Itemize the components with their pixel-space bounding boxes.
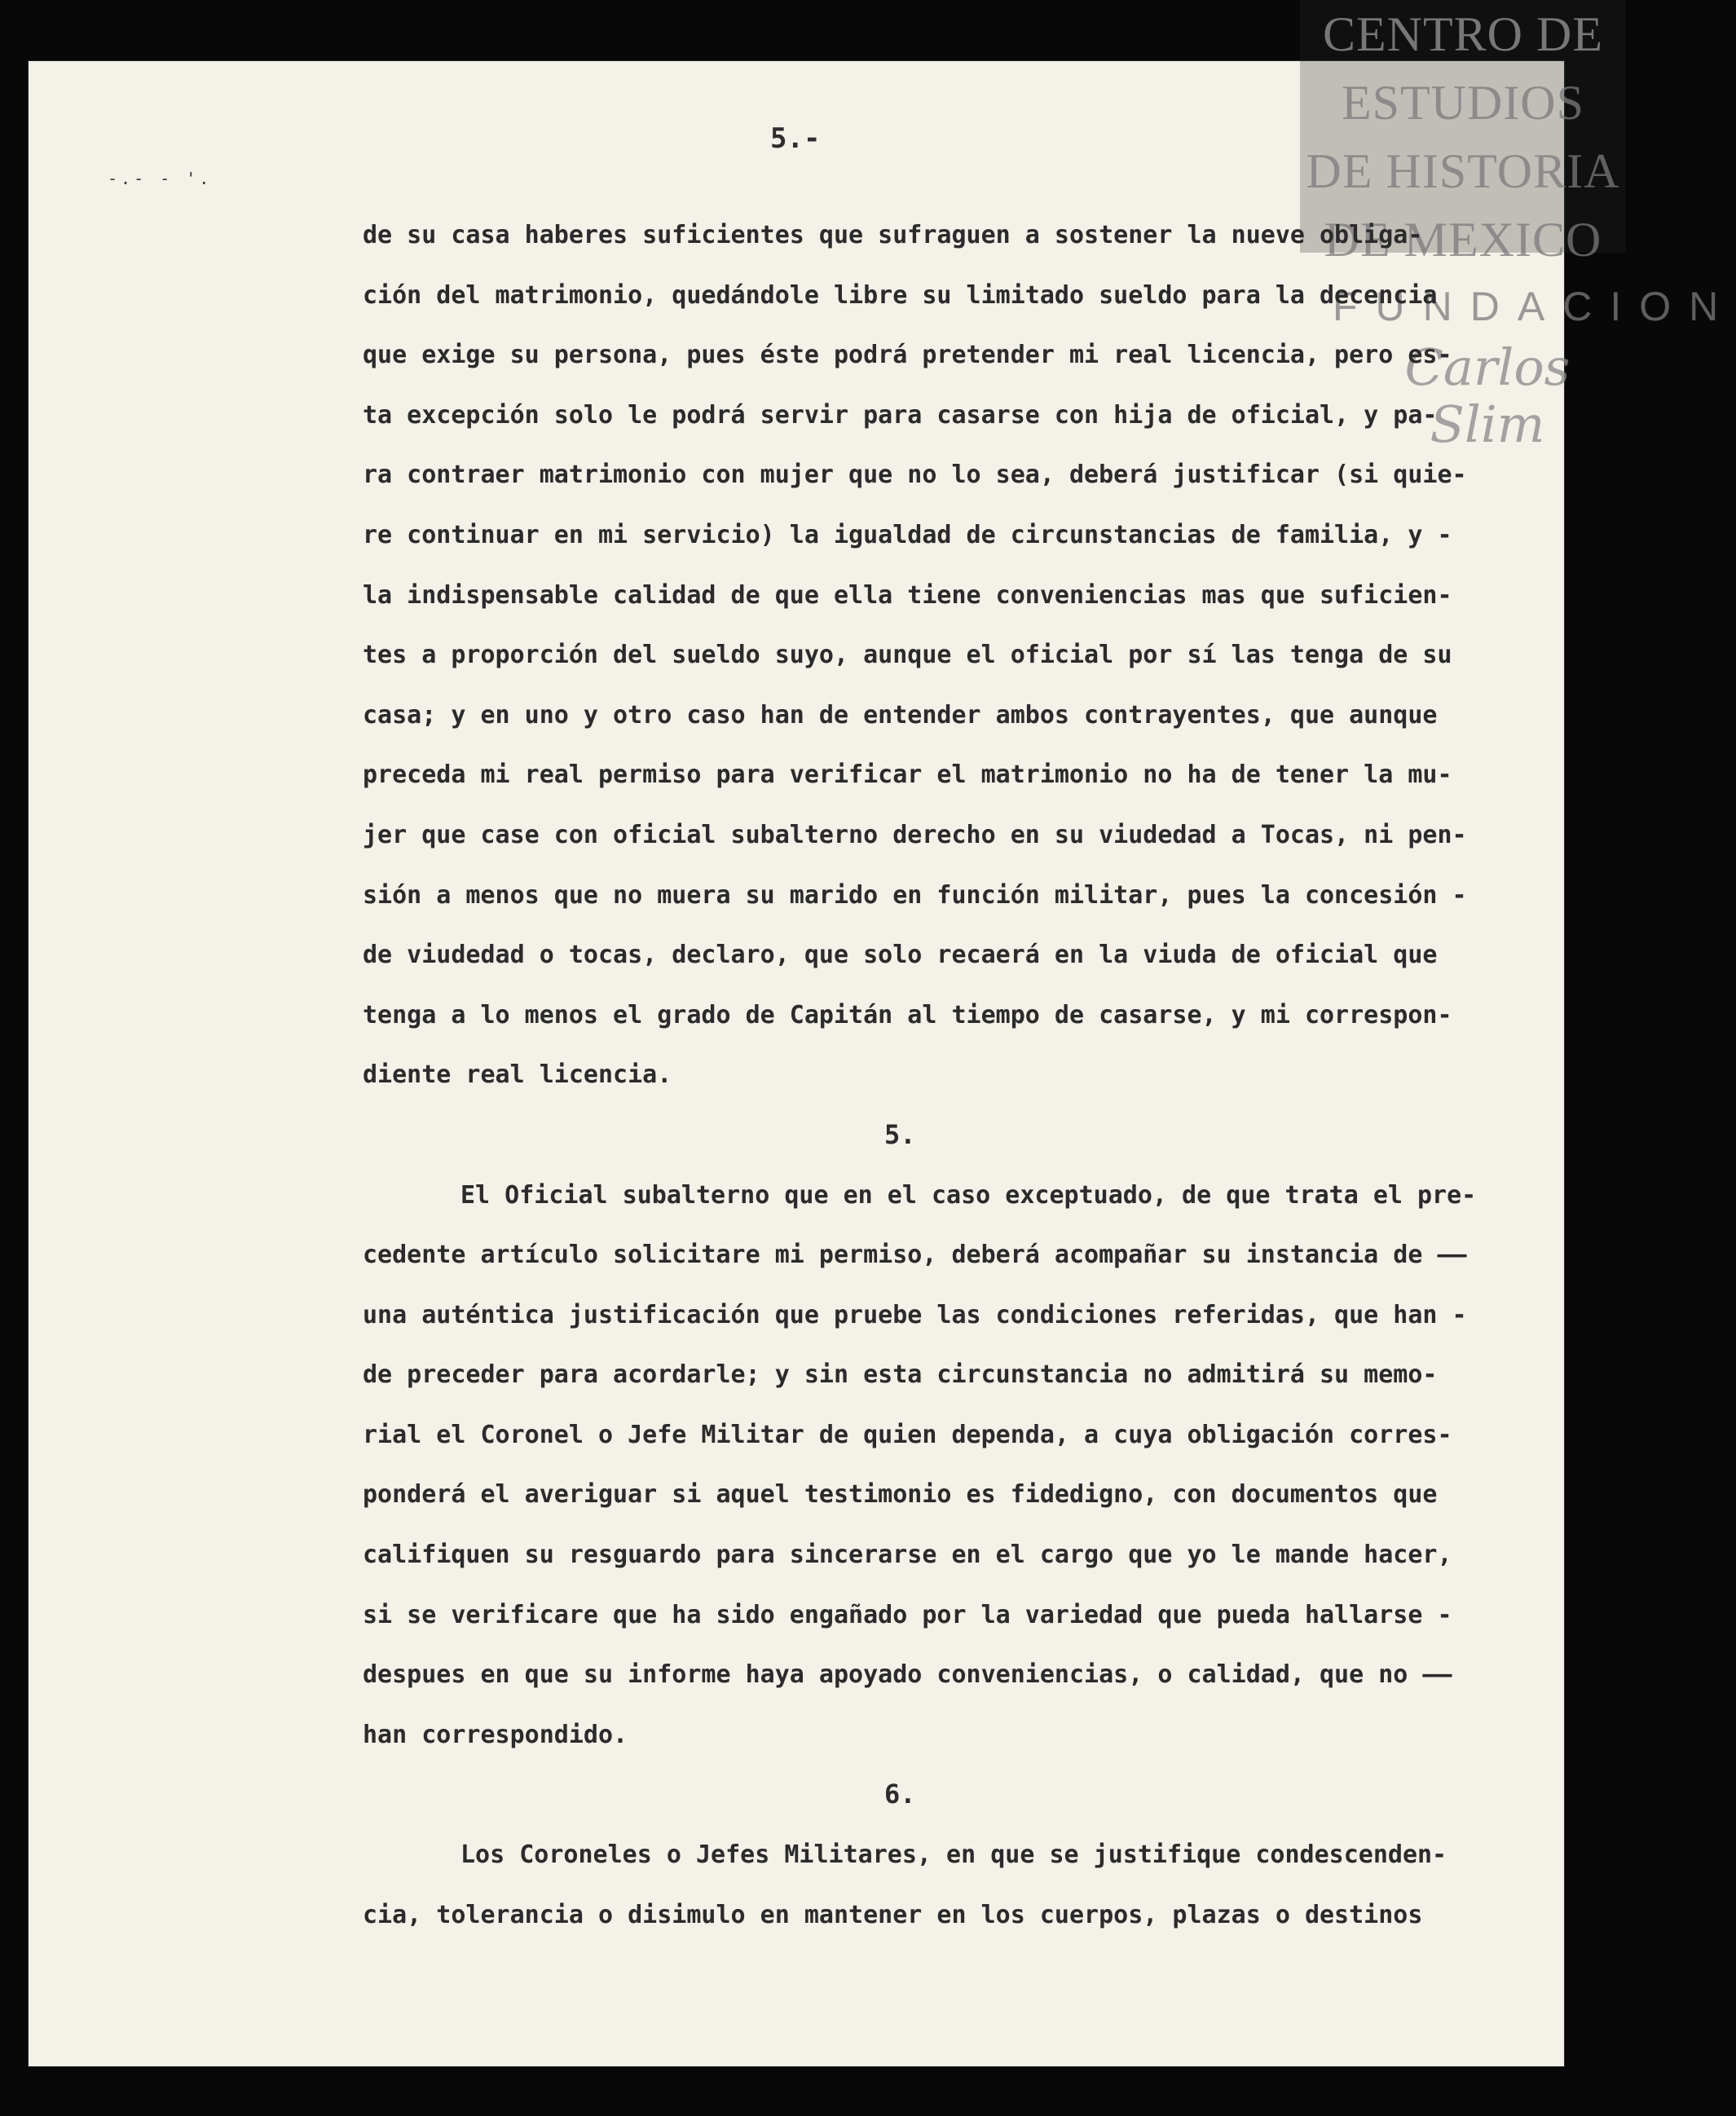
text-line: ponderá el averiguar si aquel testimonio es fidedigno, con documentos que: [363, 1480, 1438, 1510]
watermark-signature: Carlos Slim: [1404, 337, 1571, 454]
text-line: ra contraer matrimonio con mujer que no lo sea, deberá justificar (si quie-: [363, 461, 1467, 490]
text-line: tes a proporción del sueldo suyo, aunque el oficial por sí las tenga de su: [363, 641, 1452, 670]
text-line: que exige su persona, pues éste podrá pretender mi real licencia, pero es-: [363, 341, 1452, 370]
text-line: de preceder para acordarle; y sin esta circunstancia no admitirá su memo-: [363, 1360, 1438, 1390]
watermark-fundacion: FUNDACION: [1333, 284, 1736, 329]
text-line: cedente artículo solicitare mi permiso, deberá acompañar su instancia de ——: [363, 1241, 1467, 1270]
text-line: despues en que su informe haya apoyado conveniencias, o calidad, que no ——: [363, 1660, 1452, 1690]
text-line: Los Coroneles o Jefes Militares, en que se justifique condescenden-: [460, 1840, 1447, 1870]
watermark-line: ESTUDIOS: [1341, 76, 1584, 130]
text-line: diente real licencia.: [363, 1060, 672, 1090]
text-line: de su casa haberes suficientes que sufraguen a sostener la nueve obliga-: [363, 221, 1423, 249]
watermark-line: DE MEXICO: [1324, 213, 1602, 267]
text-line: si se verificare que ha sido engañado por la variedad que pueda hallarse -: [363, 1600, 1452, 1629]
text-line: la indispensable calidad de que ella tiene conveniencias mas que suficien-: [363, 580, 1452, 610]
text-line: ción del matrimonio, quedándole libre su limitado sueldo para la decencia: [363, 280, 1438, 310]
text-line: cia, tolerancia o disimulo en mantener en los cuerpos, plazas o destinos: [363, 1900, 1423, 1929]
text-line: califiquen su resguardo para sincerarse en el cargo que yo le mande hacer,: [363, 1541, 1452, 1570]
section-number: 5.: [884, 1118, 916, 1150]
text-line: jer que case con oficial subalterno derecho en su viudedad a Tocas, ni pen-: [363, 820, 1467, 849]
text-line: casa; y en uno y otro caso han de entender ambos contrayentes, que aunque: [363, 700, 1438, 730]
document-body: [363, 205, 1561, 1945]
page-number: 5.-: [770, 122, 821, 155]
text-line: tenga a lo menos el grado de Capitán al tiempo de casarse, y mi correspon-: [363, 1000, 1452, 1029]
text-line: de viudedad o tocas, declaro, que solo recaerá en la viuda de oficial que: [363, 941, 1438, 970]
watermark-line: DE HISTORIA: [1306, 144, 1620, 198]
text-line: una auténtica justificación que pruebe las condiciones referidas, que han -: [363, 1300, 1467, 1329]
section-number: 6.: [884, 1779, 916, 1810]
watermark-line: CENTRO DE: [1323, 7, 1603, 61]
text-line: sión a menos que no muera su marido en función militar, pues la concesión -: [363, 880, 1467, 910]
text-line: El Oficial subalterno que en el caso exceptuado, de que trata el pre-: [460, 1180, 1477, 1210]
text-line: han correspondido.: [363, 1720, 628, 1749]
text-line: preceda mi real permiso para verificar el matrimonio no ha de tener la mu-: [363, 760, 1452, 790]
text-line: ta excepción solo le podrá servir para casarse con hija de oficial, y pa-: [363, 400, 1438, 430]
margin-marks: -.- - '.: [108, 169, 213, 188]
text-line: rial el Coronel o Jefe Militar de quien dependa, a cuya obligación corres-: [363, 1420, 1452, 1449]
text-line: re continuar en mi servicio) la igualdad de circunstancias de familia, y -: [363, 520, 1452, 549]
